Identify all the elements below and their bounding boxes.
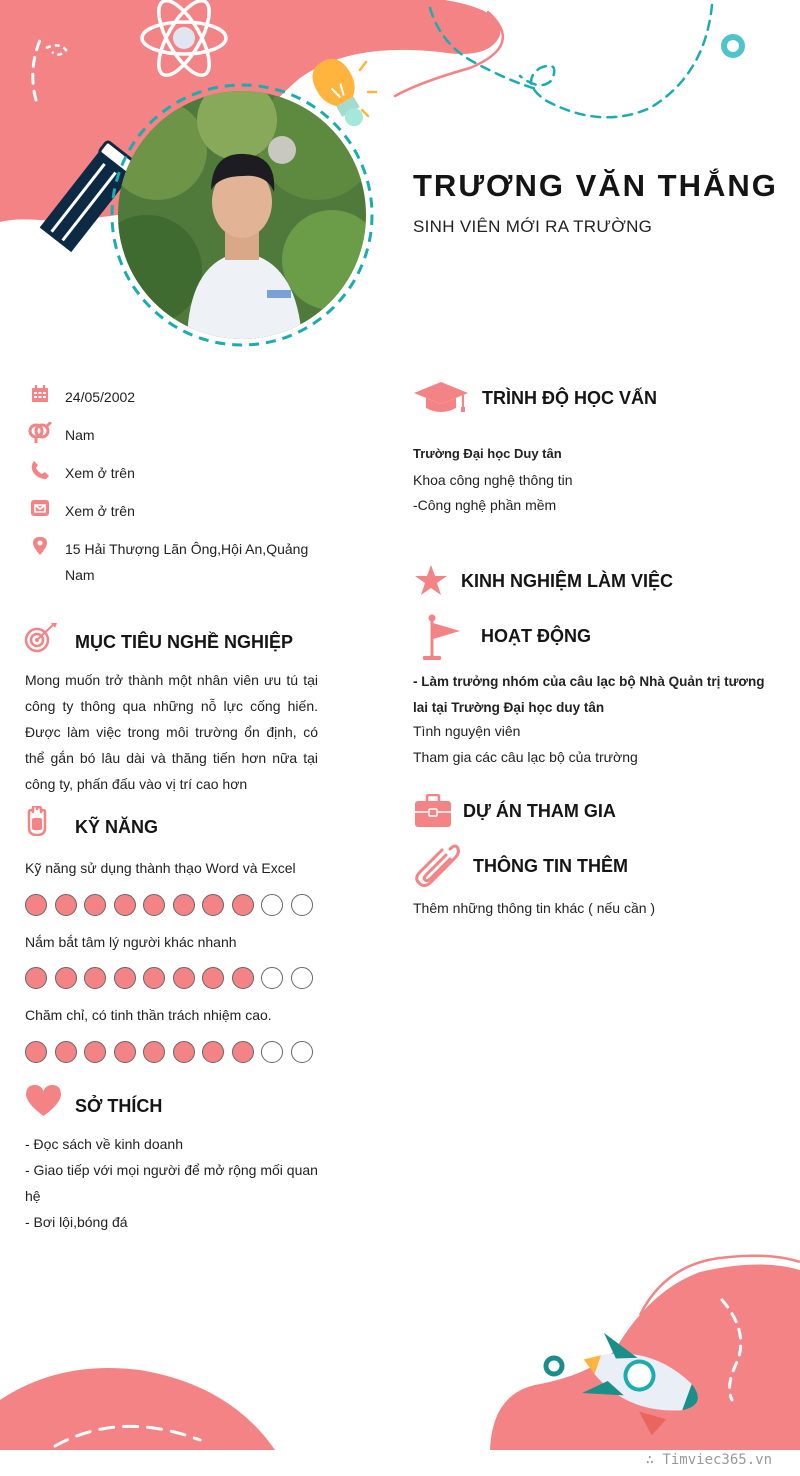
hobby-line: - Đọc sách về kinh doanh: [25, 1136, 183, 1152]
experience-title: KINH NGHIỆM LÀM VIỆC: [461, 571, 674, 591]
activities-lead: - Làm trưởng nhóm của câu lạc bộ Nhà Quản trị tương lai tại Trường Đại học duy tân: [413, 674, 765, 715]
graduation-cap-icon: [413, 380, 469, 414]
briefcase-icon: [414, 794, 452, 828]
contact-text: 24/05/2002: [65, 389, 136, 405]
paperclip-icon: [414, 843, 460, 887]
heart-icon: [25, 1084, 62, 1117]
extra-text: Thêm những thông tin khác ( nếu cần ): [413, 900, 656, 916]
rating-dot-filled: [114, 967, 136, 989]
rating-dot-filled: [202, 1041, 224, 1063]
candidate-name: TRƯƠNG VĂN THẮNG: [413, 168, 778, 203]
rating-dot-filled: [55, 894, 77, 916]
contact-text: 15 Hải Thượng Lãn Ông,Hội An,Quảng Nam: [65, 541, 309, 583]
education-faculty: Khoa công nghệ thông tin: [413, 472, 573, 488]
calendar-icon: [25, 384, 55, 406]
contact-phone: [25, 460, 325, 486]
rating-dot-filled: [173, 967, 195, 989]
education-major: -Công nghệ phần mềm: [413, 497, 557, 513]
rating-dot-filled: [202, 967, 224, 989]
education-title: TRÌNH ĐỘ HỌC VẤN: [482, 388, 657, 408]
rating-dot-filled: [55, 1041, 77, 1063]
bottom-left-blob: [0, 1368, 275, 1450]
extra-title: THÔNG TIN THÊM: [473, 856, 628, 876]
rating-dot-filled: [143, 967, 165, 989]
rating-dot-filled: [55, 967, 77, 989]
objective-text: Mong muốn trở thành một nhân viên ưu tú tại công ty thông qua những nỗ lực cống hiến. Được làm việc trong môi trường ổn định, có thể gắn bó lâu dài và thăng tiến hơn nữa tại công ty, phấn đấu vào vị trí cao hơn: [25, 672, 318, 792]
contact-birthday: [25, 384, 325, 410]
rating-dot-filled: [25, 1041, 47, 1063]
rating-dot-empty: [291, 894, 313, 916]
rating-dot-filled: [232, 894, 254, 916]
rating-dot-filled: [232, 1041, 254, 1063]
projects-title: DỰ ÁN THAM GIA: [463, 801, 616, 821]
education-school: Trường Đại học Duy tân: [413, 446, 562, 461]
activities-title: HOẠT ĐỘNG: [481, 626, 591, 646]
skill-name: Chăm chỉ, có tinh thần trách nhiệm cao.: [25, 1007, 272, 1023]
rating-dot-filled: [143, 894, 165, 916]
activities-line: Tham gia các câu lạc bộ của trường: [413, 749, 638, 765]
rating-dot-filled: [173, 894, 195, 916]
phone-icon: [25, 460, 55, 482]
activities-line: Tình nguyện viên: [413, 723, 521, 739]
candidate-role: SINH VIÊN MỚI RA TRƯỜNG: [413, 217, 653, 236]
watermark: ∴ Timviec365.vn: [645, 1452, 772, 1468]
hobbies-title: SỞ THÍCH: [75, 1096, 163, 1116]
skill-name: Kỹ năng sử dụng thành thạo Word và Excel: [25, 860, 296, 876]
contact-text: Nam: [65, 427, 95, 443]
profile-photo: [117, 90, 367, 340]
skill-rating: [25, 1041, 313, 1063]
location-pin-icon: [25, 536, 55, 558]
contact-text: Xem ở trên: [65, 465, 135, 481]
star-icon: [414, 564, 448, 596]
rating-dot-filled: [84, 967, 106, 989]
rating-dot-filled: [84, 1041, 106, 1063]
rating-dot-filled: [114, 1041, 136, 1063]
rating-dot-empty: [291, 967, 313, 989]
rating-dot-filled: [202, 894, 224, 916]
hobby-line: - Bơi lội,bóng đá: [25, 1214, 128, 1230]
contact-email: [25, 498, 325, 524]
target-icon: [24, 622, 60, 654]
objective-title: MỤC TIÊU NGHỀ NGHIỆP: [75, 632, 294, 652]
rating-dot-empty: [261, 967, 283, 989]
rating-dot-filled: [25, 894, 47, 916]
contact-address: [25, 536, 325, 588]
gender-icon: [25, 422, 55, 444]
contact-gender: [25, 422, 325, 448]
skill-rating: [25, 967, 313, 989]
rating-dot-empty: [291, 1041, 313, 1063]
rating-dot-filled: [84, 894, 106, 916]
contact-text: Xem ở trên: [65, 503, 135, 519]
rating-dot-filled: [25, 967, 47, 989]
rating-dot-empty: [261, 894, 283, 916]
raised-hand-icon: [26, 806, 48, 836]
flag-icon: [420, 614, 462, 662]
rating-dot-filled: [232, 967, 254, 989]
rating-dot-filled: [114, 894, 136, 916]
rating-dot-filled: [173, 1041, 195, 1063]
rating-dot-empty: [261, 1041, 283, 1063]
skills-title: KỸ NĂNG: [75, 817, 159, 837]
skill-name: Nắm bắt tâm lý người khác nhanh: [25, 934, 237, 950]
skill-rating: [25, 894, 313, 916]
hobby-line: - Giao tiếp với mọi người để mở rộng mối quan hệ: [25, 1162, 318, 1204]
email-icon: [25, 498, 55, 520]
rating-dot-filled: [143, 1041, 165, 1063]
